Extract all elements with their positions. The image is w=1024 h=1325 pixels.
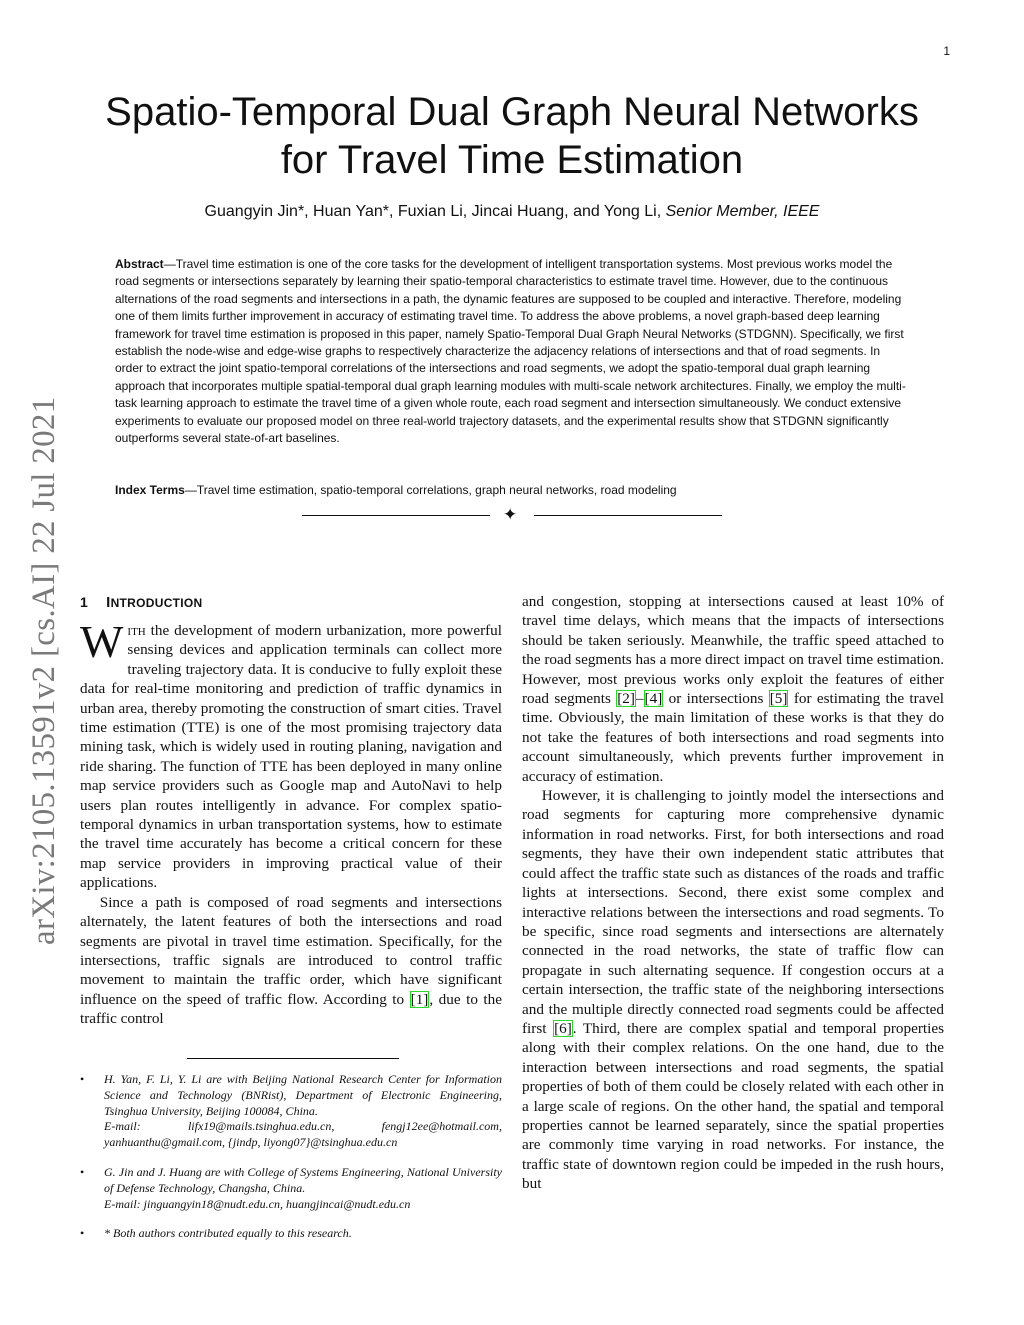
- page-number: 1: [943, 44, 950, 58]
- abstract-label: Abstract: [115, 257, 164, 271]
- footnote-2-text: G. Jin and J. Huang are with College of Systems Engineering, National University of Defense Technology, Changsha, China.: [104, 1164, 502, 1195]
- footnote-affiliation-1: [80, 1072, 502, 1151]
- divider-line-left: [302, 515, 490, 516]
- footnote-1-email-label: E-mail:: [104, 1119, 141, 1134]
- section-number: 1: [80, 594, 89, 610]
- citation-link-6[interactable]: [6]: [554, 1019, 572, 1037]
- intro-paragraph-3-text-b: or intersections: [663, 690, 769, 708]
- citation-link-4[interactable]: [4]: [644, 690, 663, 708]
- footnote-1-email-1[interactable]: lifx19@mails.tsinghua.edu.cn,: [187, 1119, 335, 1134]
- footnote-1-email-line: [104, 1119, 502, 1135]
- footnote-rule: [187, 1058, 399, 1059]
- intro-paragraph-2: [80, 893, 502, 1029]
- section-title-initial: I: [106, 594, 111, 611]
- citation-link-5[interactable]: [5]: [769, 690, 788, 708]
- intro-paragraph-3: [522, 592, 944, 786]
- footnote-1-email-2[interactable]: fengj12ee@hotmail.com,: [381, 1119, 502, 1134]
- footnote-3-text: * Both authors contributed equally to this research.: [104, 1226, 352, 1241]
- divider-diamond-icon: ✦: [503, 505, 518, 524]
- section-title-rest: NTRODUCTION: [110, 596, 203, 610]
- footnote-1-text: H. Yan, F. Li, Y. Li are with Beijing National Research Center for Information Science and Technology (BNRist), Department of Electronic Engineering, Tsinghua University, Beijing 100084, China.: [104, 1072, 502, 1118]
- abstract: [115, 256, 911, 447]
- author-list: [80, 203, 944, 221]
- section-heading-introduction: [80, 592, 502, 613]
- left-column: [80, 592, 502, 1029]
- intro-paragraph-2-text: Since a path is composed of road segments and intersections alternately, the latent features of both the intersections and road segments are pivotal in travel time estimation. Specifically, for the intersections, traffic signals are introduced to control traffic movement to maintain the traffic order, which have significant influence on the speed of traffic flow. According to: [80, 893, 502, 1008]
- intro-paragraph-3-text-c: for estimating the travel time. Obviously, the main limitation of these works is that they do not take the features of both intersections and road segments into account simultaneously, which prevents further improvement in accuracy of estimation.: [522, 690, 944, 785]
- abstract-text: —Travel time estimation is one of the core tasks for the development of intelligent transportation systems. Most previous works model the road segments or intersections separately by learning their spatio-temporal characteristics to estimate travel time. However, due to the continuous alternations of the road segments and intersections in a path, the dynamic features are supposed to be coupled and interactive. Therefore, modeling one of them limits further improvement in accuracy of estimating travel time. To address the above problems, a novel graph-based deep learning framework for travel time estimation is proposed in this paper, namely Spatio-Temporal Dual Graph Neural Networks (STDGNN). Specifically, we first establish the node-wise and edge-wise graphs to respectively characterize the adjacency relations of intersections and that of road segments. In order to extract the joint spatio-temporal correlations of the intersections and road segments, we adopt the spatio-temporal dual graph learning approach that incorporates multiple spatial-temporal dual graph learning modules with multi-scale network architectures. Finally, we employ the multi-task learning approach to estimate the travel time of a given whole route, each road segment and intersection simultaneously. We conduct extensive experiments to evaluate our proposed model on three real-world trajectory datasets, and the experimental results show that STDGNN significantly outperforms several state-of-art baselines.: [115, 257, 906, 446]
- footnote-equal-contribution: [80, 1226, 502, 1242]
- index-terms-label: Index Terms: [115, 483, 185, 497]
- index-terms-text: —Travel time estimation, spatio-temporal correlations, graph neural networks, road modeling: [184, 483, 677, 497]
- index-terms: [115, 482, 911, 499]
- intro-paragraph-1-text: the development of modern urbanization, more powerful sensing devices and application terminals can collect more traveling trajectory data. It is conducive to fully exploit these data for real-time monitoring and prediction of traffic dynamics in urban area, thereby promoting the construction of smart cities. Travel time estimation (TTE) is one of the most promising trajectory data mining task, which is widely used in routing planing, navigation and ride sharing. The function of TTE has been deployed in many online map service providers such as Google map and AutoNavi to help users plan routes intelligently in advance. For complex spatio-temporal dynamics in urban transportation systems, how to estimate the travel time accurately has become a critical concern for these map service providers in improving practical value of their applications.: [80, 622, 502, 892]
- intro-paragraph-1: [80, 616, 502, 893]
- paper-title-line-1: Spatio-Temporal Dual Graph Neural Networks: [105, 90, 919, 134]
- dropcap-letter: W: [80, 616, 124, 667]
- intro-paragraph-4-text-a: However, it is challenging to jointly model the intersections and road segments for capturing more comprehensive dynamic information in road networks. First, for both intersections and road segments, they have their own independent static attributes that could affect the traffic state such as distances of the roads and traffic lights at intersections. Second, there exist some complex and interactive relations between the intersections and road segments. To be specific, since road segments and intersections are alternately connected in the road networks, the state of traffic flow can propagate in such alternating sequence. If congestion occurs at a certain intersection, the traffic state of the neighboring intersections and the multiple directly connected road segments could be affected first: [522, 787, 944, 1037]
- arxiv-identifier-stamp: arXiv:2105.13591v2 [cs.AI] 22 Jul 2021: [26, 396, 62, 945]
- paper-title: [80, 88, 944, 184]
- citation-link-2[interactable]: [2]: [617, 690, 635, 708]
- author-role: Senior Member, IEEE: [665, 203, 820, 220]
- dropcap-continuation: ith: [127, 622, 146, 639]
- divider-line-right: [534, 515, 722, 516]
- intro-paragraph-3-text-a: and congestion, stopping at intersections caused at least 10% of travel time delays, which means that the impacts of intersections should be taken seriously. Meanwhile, the traffic speed attached to the road segments has a more direct impact on travel time estimation. However, most previous works only exploit the features of either road segments: [522, 593, 944, 708]
- footnote-bullet: •: [80, 1164, 85, 1179]
- footnote-bullet: •: [80, 1072, 85, 1086]
- footnote-bullet: •: [80, 1226, 85, 1241]
- citation-link-1[interactable]: [1]: [410, 990, 429, 1008]
- footnotes: [80, 1072, 502, 1256]
- right-column: [522, 592, 944, 1194]
- intro-paragraph-4-text-b: . Third, there are complex spatial and temporal properties along with their complex relations. On the one hand, due to the interaction between intersections and road segments, the spatial properties of both of them could be closely related with each other in a large scale of regions. On the other hand, the spatial and temporal properties cannot be learned separately, since the spatial properties are commonly time varying in road networks. For instance, the traffic state of downtown region could be impeded in the rush hours, but: [522, 1019, 945, 1193]
- citation-range-dash: –: [635, 690, 644, 708]
- author-names: Guangyin Jin*, Huan Yan*, Fuxian Li, Jincai Huang, and Yong Li,: [204, 203, 662, 220]
- footnote-affiliation-2: [80, 1165, 502, 1212]
- intro-paragraph-2-end: , due to the traffic control: [80, 990, 502, 1028]
- paper-title-line-2: for Travel Time Estimation: [280, 138, 744, 182]
- footnote-2-email[interactable]: E-mail: jinguangyin18@nudt.edu.cn, huangjincai@nudt.edu.cn: [104, 1196, 411, 1211]
- footnote-1-email-3[interactable]: yanhuanthu@gmail.com, {jindp, liyong07}@tsinghua.edu.cn: [104, 1135, 398, 1150]
- section-divider: [302, 506, 722, 526]
- intro-paragraph-4: [522, 786, 944, 1194]
